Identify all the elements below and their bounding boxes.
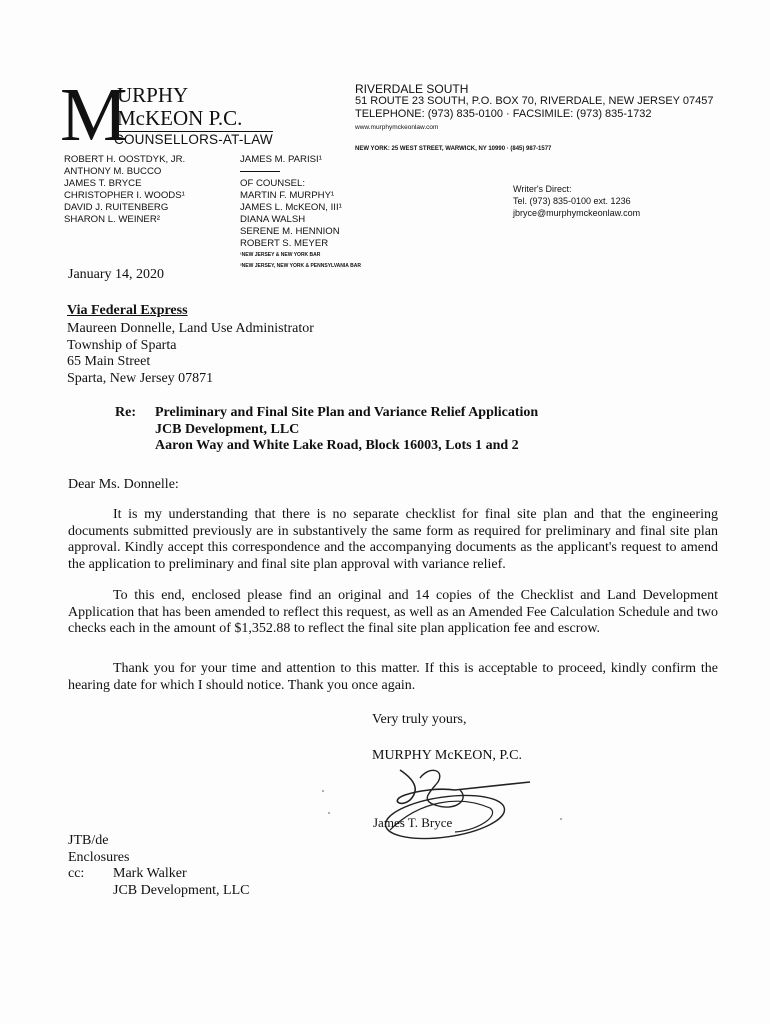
writer-email: jbryce@murphymckeonlaw.com (513, 208, 641, 218)
office-phone: TELEPHONE: (973) 835-0100 · FACSIMILE: (973) 835-1732 (355, 108, 652, 120)
counsel-name: MARTIN F. MURPHY¹ (240, 190, 335, 201)
attorney-name: CHRISTOPHER I. WOODS¹ (64, 190, 185, 201)
counsel-name: DIANA WALSH (240, 214, 306, 225)
firm-signature: MURPHY McKEON, P.C. (372, 748, 523, 763)
subject-line: Aaron Way and White Lake Road, Block 16003, Lots 1 and 2 (155, 438, 519, 453)
attorney-name: ANTHONY M. BUCCO (64, 166, 162, 177)
recipient-line: Maureen Donnelle, Land Use Administrator (67, 321, 314, 336)
subject-line: Preliminary and Final Site Plan and Variance Relief Application (155, 405, 539, 420)
ny-office: NEW YORK: 25 WEST STREET, WARWICK, NY 10990 · (845) 987-1577 (355, 146, 552, 152)
divider (240, 171, 280, 172)
attorney-name: SHARON L. WEINER² (64, 214, 160, 225)
logo-line2: McKEON P.C. (117, 106, 243, 130)
office-name: RIVERDALE SOUTH (355, 82, 469, 96)
attorney-name: ROBERT H. OOSTDYK, JR. (64, 154, 186, 165)
cc-line (68, 883, 250, 900)
counsel-name: JAMES L. McKEON, III¹ (240, 202, 342, 213)
cc-line (68, 866, 250, 883)
recipient-line: 65 Main Street (67, 354, 151, 369)
partner-name: JAMES M. PARISI¹ (240, 154, 322, 165)
writer-phone: Tel. (973) 835-0100 ext. 1236 (513, 196, 631, 206)
counsel-list (240, 154, 361, 272)
cc-recipient: JCB Development, LLC (113, 882, 250, 898)
writer-direct (513, 183, 640, 219)
counsel-name: SERENE M. HENNION (240, 226, 340, 237)
body-paragraph: To this end, enclosed please find an original and 14 copies of the Checklist and Land Development Application that has been amended to reflect this request, as well as an Amended Fee Calculation Schedule and two checks each in the amount of $1,352.88 to reflect the final site plan application fee and escrow. (68, 588, 718, 636)
re-label: Re: (115, 405, 136, 420)
writer-label: Writer's Direct: (513, 184, 572, 194)
subject-line: JCB Development, LLC (155, 421, 300, 437)
attorney-name: JAMES T. BRYCE (64, 178, 142, 189)
attorney-list (64, 154, 185, 226)
of-counsel-label: OF COUNSEL: (240, 178, 306, 189)
delivery-method: Via Federal Express (67, 303, 188, 318)
footnote: ²NEW JERSEY, NEW YORK & PENNSYLVANIA BAR (240, 263, 361, 269)
typed-signer-name: James T. Bryce (373, 815, 453, 830)
salutation: Dear Ms. Donnelle: (68, 477, 179, 492)
recipient-line: Township of Sparta (67, 337, 177, 353)
website: www.murphymckeonlaw.com (355, 124, 439, 131)
scan-speck (560, 818, 562, 820)
footnote: ¹NEW JERSEY & NEW YORK BAR (240, 252, 321, 258)
body-paragraph: Thank you for your time and attention to this matter. If this is acceptable to proceed, kindly confirm the hearing date for which I should notice. Thank you once again. (68, 661, 718, 693)
counsel-name: ROBERT S. MEYER (240, 238, 329, 249)
subject-block (155, 405, 538, 455)
cc-recipient: Mark Walker (113, 866, 187, 881)
logo-initial: M (60, 73, 126, 157)
body-paragraph: It is my understanding that there is no separate checklist for final site plan and that the engineering documents submitted previously are in substantively the same form as required for preliminary and final site plan approval. Kindly accept this correspondence and the accompanying documents as the applicant's request to amend the application to preliminary and final site plan approval with variance relief. (68, 507, 718, 572)
attorney-name: DAVID J. RUITENBERG (64, 202, 169, 213)
scan-speck (322, 790, 324, 792)
cc-label: cc: (68, 866, 85, 881)
enclosures: Enclosures (68, 849, 130, 865)
logo-line1: URPHY (117, 83, 189, 107)
recipient-line: Sparta, New Jersey 07871 (67, 370, 214, 386)
closing: Very truly yours, (372, 712, 467, 727)
footer-block (68, 833, 250, 899)
logo-tagline: COUNSELLORS-AT-LAW (114, 132, 273, 147)
initials: JTB/de (68, 833, 109, 848)
recipient-block (67, 321, 314, 387)
office-address: 51 ROUTE 23 SOUTH, P.O. BOX 70, RIVERDALE, NEW JERSEY 07457 (355, 95, 714, 107)
scan-speck (328, 812, 330, 814)
letter-date: January 14, 2020 (68, 267, 165, 282)
